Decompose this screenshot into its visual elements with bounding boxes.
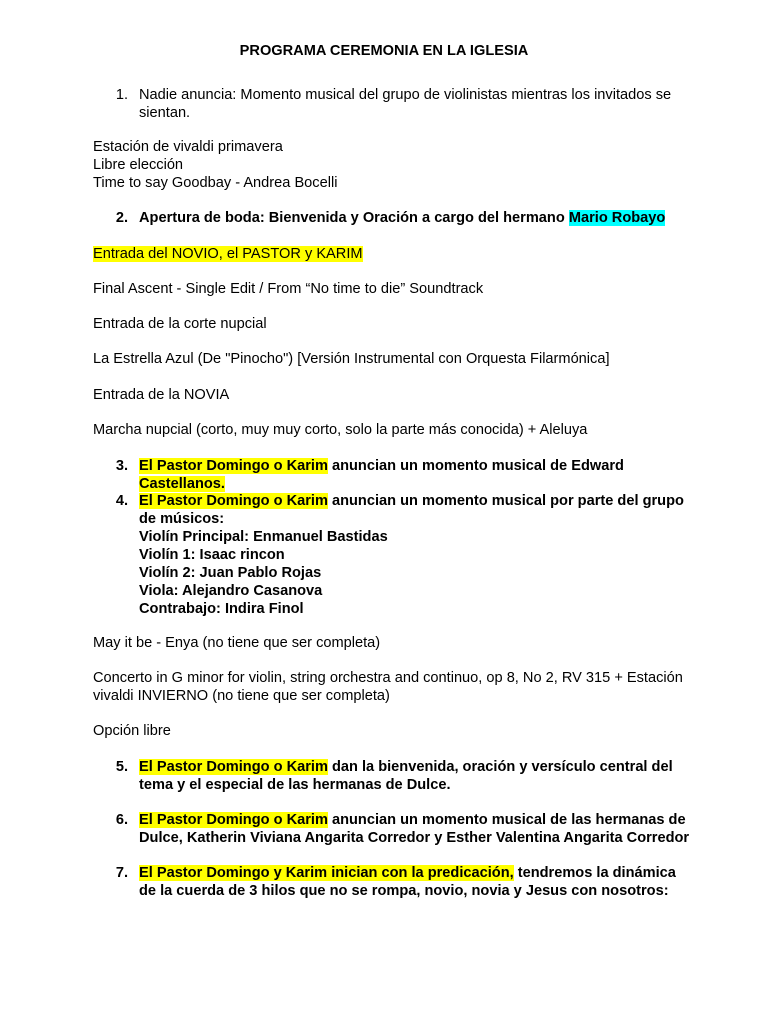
concerto-line: Concerto in G minor for violin, string orchestra and continuo, op 8, No 2, RV 315 + Estación [93,670,683,686]
song-line: Time to say Goodbay - Andrea Bocelli [93,175,338,191]
item-6-text: anuncian un momento musical de las hermanas de [327,812,686,828]
item-3-number: 3. [115,458,128,474]
item-3-line-1 [139,457,624,475]
item-6-highlight: El Pastor Domingo o Karim [139,812,328,828]
page-title: PROGRAMA CEREMONIA EN LA IGLESIA [239,43,529,59]
item-2-highlight: Mario Robayo [568,210,666,226]
item-3-highlight: El Pastor Domingo o Karim [139,458,328,474]
item-3-line-2 [139,475,225,493]
item-4-text: anuncian un momento musical por parte del grupo [327,493,684,509]
item-4-line: Violín 2: Juan Pablo Rojas [139,565,322,581]
item-5-highlight: El Pastor Domingo o Karim [139,759,328,775]
concerto-line: vivaldi INVIERNO (no tiene que ser completa) [93,688,390,704]
item-2-text [139,209,665,227]
item-7-line-2: de la cuerda de 3 hilos que no se rompa, novio, novia y Jesus con nosotros: [139,883,669,899]
item-5-line-1 [139,758,673,776]
song-line: Libre elección [93,157,184,173]
item-7-line-1 [139,864,676,882]
item-4-number: 4. [115,493,128,509]
item-1-line-1: Nadie anuncia: Momento musical del grupo de violinistas mientras los invitados se [139,87,672,103]
item-2-number: 2. [115,210,128,226]
item-5-text: dan la bienvenida, oración y versículo central del [327,759,673,775]
item-3-text: anuncian un momento musical de Edward [327,458,624,474]
estrella-azul: La Estrella Azul (De "Pinocho") [Versión Instrumental con Orquesta Filarmónica] [93,351,610,367]
opcion-libre: Opción libre [93,723,171,739]
entrada-corte: Entrada de la corte nupcial [93,316,267,332]
item-7-highlight: El Pastor Domingo y Karim inician con la predicación, [139,865,514,881]
item-4-line: Violín Principal: Enmanuel Bastidas [139,529,388,545]
item-5-line-2: tema y el especial de las hermanas de Dulce. [139,777,451,793]
item-4-highlight: El Pastor Domingo o Karim [139,493,328,509]
item-1-line-2: sientan. [139,105,191,121]
entrada-novia: Entrada de la NOVIA [93,387,230,403]
may-it-be: May it be - Enya (no tiene que ser completa) [93,635,381,651]
final-ascent: Final Ascent - Single Edit / From “No time to die” Soundtrack [93,281,484,297]
item-6-line-1 [139,811,686,829]
item-5-number: 5. [115,759,128,775]
entrada-novio [93,245,363,263]
item-3-line-2-text: Castellanos. [139,476,225,492]
item-4-line: Violín 1: Isaac rincon [139,547,285,563]
item-1-number: 1. [115,87,128,103]
item-2-label: Apertura de boda: Bienvenida y Oración a cargo del hermano [139,210,569,226]
song-line: Estación de vivaldi primavera [93,139,283,155]
marcha-nupcial: Marcha nupcial (corto, muy muy corto, solo la parte más conocida) + Aleluya [93,422,588,438]
item-4-line: de músicos: [139,511,225,527]
item-4-line-1 [139,492,684,510]
item-6-line-2: Dulce, Katherin Viviana Angarita Corredor y Esther Valentina Angarita Corredor [139,830,690,846]
item-4-line: Contrabajo: Indira Finol [139,601,304,617]
item-4-line: Viola: Alejandro Casanova [139,583,323,599]
entrada-novio-text: Entrada del NOVIO, el PASTOR y KARIM [93,246,363,262]
item-6-number: 6. [115,812,128,828]
item-7-text: tendremos la dinámica [513,865,676,881]
item-7-number: 7. [115,865,128,881]
